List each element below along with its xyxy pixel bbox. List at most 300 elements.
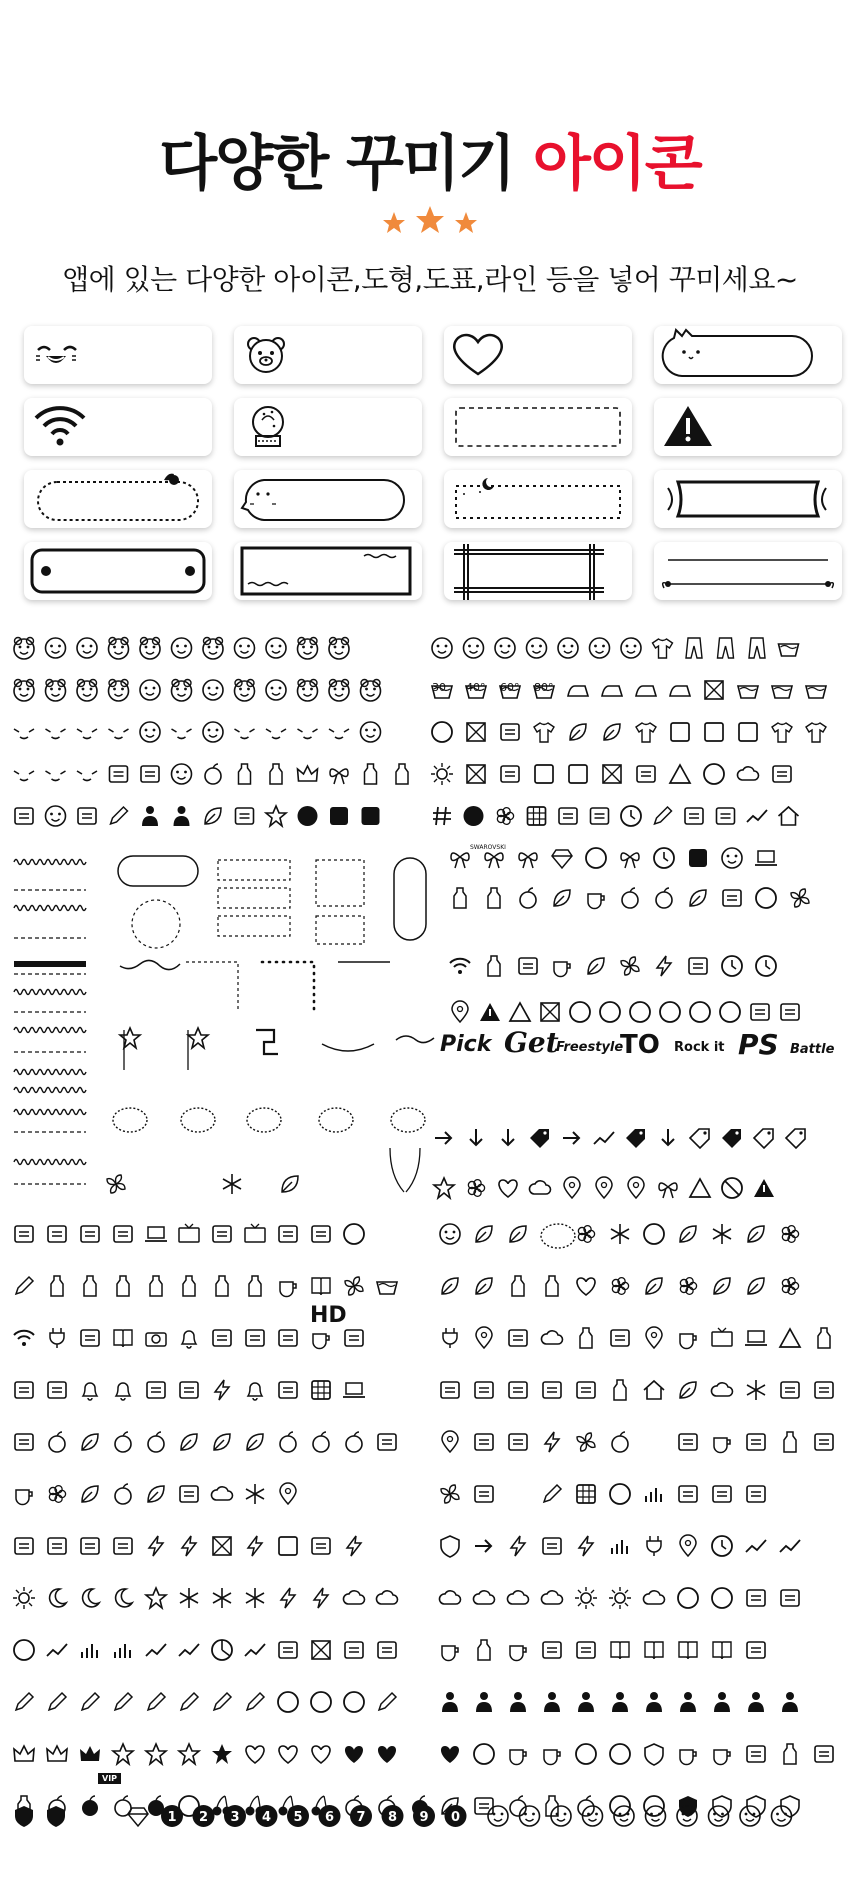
- cloud-icon: [711, 1383, 732, 1396]
- book-icon: [611, 1642, 629, 1659]
- square-icon: [577, 1485, 595, 1503]
- eye-icon: [365, 688, 368, 691]
- square-filled-icon: [689, 849, 707, 867]
- fan-blade-icon: [577, 1437, 586, 1443]
- corner-frame-icon: [186, 962, 238, 1010]
- box-icon: [475, 1434, 493, 1450]
- box-lines-icon: [777, 772, 787, 776]
- wreath-icon: [247, 1108, 281, 1132]
- bell-icon: [248, 1383, 262, 1400]
- box-icon: [543, 1538, 561, 1554]
- flower-center-icon: [788, 1232, 792, 1236]
- person-head-icon: [548, 1692, 556, 1700]
- eye-icon: [145, 729, 148, 732]
- line-chart-icon: [179, 1644, 199, 1656]
- leaf-icon: [646, 1278, 662, 1294]
- star-icon: [266, 806, 286, 826]
- tag-icon: [690, 1129, 709, 1148]
- ribbon-icon: [330, 769, 348, 784]
- face-icon: [172, 681, 192, 701]
- eye-icon: [113, 646, 116, 649]
- hash-icon: [433, 807, 451, 825]
- box-lines-icon: [615, 1336, 625, 1340]
- box-lines-icon: [184, 1492, 194, 1496]
- box-lines-icon: [118, 1544, 128, 1548]
- circle-icon: [720, 1002, 740, 1022]
- bottle-icon: [150, 1276, 162, 1296]
- square-icon: [312, 1381, 330, 1399]
- star-filled-icon: [212, 1744, 232, 1764]
- number-badge-label: 1: [167, 1810, 177, 1825]
- mouth-icon: [304, 694, 312, 696]
- square-filled-icon: [330, 807, 348, 825]
- square-icon: [705, 723, 723, 741]
- bolt-icon: [545, 1432, 559, 1452]
- cup-icon: [280, 1282, 296, 1297]
- mouth-icon: [715, 1819, 723, 1821]
- title-main: 다양한 꾸미기: [159, 129, 514, 199]
- number-badge-label: 7: [356, 1810, 366, 1825]
- eye-icon: [247, 645, 250, 648]
- box-icon: [378, 1434, 396, 1450]
- face-icon: [140, 722, 160, 742]
- box-icon: [345, 1330, 363, 1346]
- wifi-icon: [450, 959, 470, 967]
- tag-hole-icon: [703, 1131, 706, 1134]
- heart-icon: [246, 1746, 264, 1763]
- face-icon: [203, 722, 223, 742]
- diamond-icon: [552, 850, 572, 868]
- number-badge-label: 2: [198, 1810, 209, 1825]
- home-icon: [779, 807, 799, 825]
- fruit-stem-icon: [57, 1432, 62, 1436]
- tag-filled-icon: [530, 1129, 549, 1148]
- bottle-icon: [365, 764, 377, 784]
- fruit-icon: [148, 1436, 164, 1452]
- bottle-icon: [117, 1276, 129, 1296]
- box-lines-icon: [581, 1388, 591, 1392]
- box-lines-icon: [19, 1388, 29, 1392]
- square-icon: [569, 765, 587, 783]
- crown-filled-icon: [80, 1746, 100, 1761]
- person-body-icon: [442, 1702, 458, 1712]
- cross-icon: [705, 681, 723, 699]
- box-lines-icon: [547, 1388, 557, 1392]
- fruit-stem-icon: [664, 888, 669, 892]
- eye-icon: [27, 688, 30, 691]
- pin-dot-icon: [602, 1183, 607, 1188]
- eye-icon: [776, 1813, 779, 1816]
- face-icon: [488, 1806, 508, 1826]
- fruit-stem-icon: [630, 888, 635, 892]
- fruit-stem-icon: [387, 1796, 392, 1800]
- fan-blade-icon: [111, 1184, 117, 1193]
- box-icon: [543, 1382, 561, 1398]
- cup-icon: [442, 1646, 458, 1661]
- bar-chart-icon: [612, 1540, 627, 1554]
- pencil-icon: [16, 1277, 33, 1294]
- vine-icon: [396, 1036, 434, 1043]
- mouth-icon: [115, 694, 123, 696]
- eye-icon: [713, 1813, 716, 1816]
- ban-slash-icon: [725, 1181, 739, 1195]
- star-icon: [146, 1588, 166, 1608]
- box-lines-icon: [349, 1336, 359, 1340]
- face-icon: [298, 639, 318, 659]
- eye-icon: [650, 1813, 653, 1816]
- bear-tag-icon: [394, 858, 426, 940]
- leaf-icon: [510, 1226, 526, 1242]
- box-icon: [15, 1434, 33, 1450]
- snowflake-icon: [180, 1588, 198, 1608]
- tag-filled-icon: [722, 1129, 741, 1148]
- wave-line-icon: [14, 990, 86, 995]
- box-icon: [815, 1382, 833, 1398]
- shirt-icon: [534, 723, 554, 742]
- cherry-icon: [246, 1807, 255, 1816]
- box-icon: [519, 958, 537, 974]
- fruit-stem-icon: [156, 1432, 161, 1436]
- box-icon: [591, 808, 609, 824]
- mouth-icon: [438, 651, 446, 653]
- face-icon: [140, 680, 160, 700]
- eye-icon: [279, 687, 282, 690]
- cup-icon: [680, 1750, 696, 1765]
- bottle-icon: [249, 1276, 261, 1296]
- box-lines-icon: [52, 1232, 62, 1236]
- star-icon: [434, 1178, 454, 1198]
- tag-hole-icon: [639, 1131, 642, 1134]
- eye-icon: [594, 645, 597, 648]
- cloud-icon: [737, 767, 758, 780]
- flower-center-icon: [55, 1492, 59, 1496]
- cherry-stem-icon: [316, 1796, 326, 1807]
- box-lines-icon: [52, 1388, 62, 1392]
- bottle-icon: [580, 1328, 592, 1348]
- bottle-icon: [183, 1276, 195, 1296]
- box-icon: [279, 1226, 297, 1242]
- box-lines-icon: [250, 1336, 260, 1340]
- fan-blade-icon: [791, 893, 800, 899]
- fruit-filled-icon: [82, 1800, 98, 1816]
- box-lines-icon: [114, 772, 124, 776]
- fruit-icon: [313, 1436, 329, 1452]
- pencil-icon: [247, 1693, 264, 1710]
- pin-dot-icon: [570, 1183, 575, 1188]
- ribbon-icon: [519, 853, 537, 868]
- box-lines-icon: [382, 1648, 392, 1652]
- box-icon: [15, 1538, 33, 1554]
- pencil-icon: [111, 807, 128, 824]
- box-lines-icon: [85, 1544, 95, 1548]
- box-lines-icon: [316, 1544, 326, 1548]
- box-icon: [441, 1382, 459, 1398]
- eye-icon: [50, 645, 53, 648]
- circle-icon: [311, 1692, 331, 1712]
- divider-line-icon: [124, 1030, 188, 1070]
- leaf-icon: [680, 1226, 696, 1242]
- warning-mark-icon: [763, 1185, 765, 1192]
- eye-icon: [216, 687, 219, 690]
- sun-rays-icon: [13, 1587, 35, 1609]
- crown-icon: [47, 1746, 67, 1761]
- box-icon: [509, 1330, 527, 1346]
- box-icon: [751, 1004, 769, 1020]
- eye-icon: [184, 688, 187, 691]
- mouth-icon: [652, 1819, 660, 1821]
- leaf-icon: [554, 890, 570, 906]
- mouth-icon: [83, 694, 91, 696]
- circle-filled-icon: [464, 806, 484, 826]
- line-chart-icon: [746, 1540, 766, 1552]
- pencil-icon: [49, 1693, 66, 1710]
- circle-icon: [570, 1002, 590, 1022]
- box-icon: [246, 1330, 264, 1346]
- eye-icon: [373, 729, 376, 732]
- arrow-down-icon: [662, 1129, 674, 1145]
- bottle-icon: [546, 1276, 558, 1296]
- box-lines-icon: [118, 1232, 128, 1236]
- sun-icon: [615, 1593, 625, 1603]
- book-icon: [114, 1330, 132, 1347]
- eye-icon: [239, 645, 242, 648]
- box-icon: [48, 1226, 66, 1242]
- leaf-icon: [181, 1434, 197, 1450]
- arrow-down-icon: [502, 1129, 514, 1145]
- wifi-dot-icon: [458, 970, 462, 974]
- mouth-icon: [335, 652, 343, 654]
- cherry-stem-icon: [283, 1796, 293, 1807]
- circle-filled-icon: [298, 806, 318, 826]
- box-icon: [110, 766, 128, 782]
- face-icon: [77, 681, 97, 701]
- box-icon: [577, 1642, 595, 1658]
- box-lines-icon: [563, 814, 573, 818]
- circle-icon: [610, 1744, 630, 1764]
- mouth-icon: [83, 651, 91, 653]
- box-icon: [279, 1642, 297, 1658]
- bottle-icon: [614, 1380, 626, 1400]
- warning-mark-icon: [489, 1009, 491, 1016]
- eye-icon: [682, 1813, 685, 1816]
- box-lines-icon: [85, 1232, 95, 1236]
- eye-icon: [279, 645, 282, 648]
- cloud-icon: [343, 1591, 364, 1604]
- box-lines-icon: [785, 1596, 795, 1600]
- bar-chart-icon: [115, 1644, 130, 1658]
- number-badge-label: 9: [419, 1810, 429, 1825]
- pants-icon: [718, 638, 734, 658]
- crown-icon: [14, 1746, 34, 1761]
- eye-icon: [721, 1813, 724, 1816]
- shield-icon: [441, 1536, 459, 1557]
- fruit-stem-icon: [57, 1796, 62, 1800]
- box-lines-icon: [785, 1388, 795, 1392]
- person-head-icon: [146, 806, 154, 814]
- fan-blade-icon: [450, 1494, 459, 1500]
- box-lines-icon: [184, 1388, 194, 1392]
- eye-icon: [153, 687, 156, 690]
- person-body-icon: [680, 1702, 696, 1712]
- crown-icon: [298, 766, 318, 781]
- leaf-icon: [714, 1278, 730, 1294]
- dashed-square-icon: [316, 916, 364, 944]
- kaomoji-icon: [266, 729, 286, 739]
- face-icon: [558, 638, 578, 658]
- fan-blade-icon: [349, 1286, 355, 1295]
- fruit-stem-icon: [354, 1796, 359, 1800]
- wreath-icon: [541, 1224, 575, 1248]
- person-body-icon: [612, 1702, 628, 1712]
- box-icon: [15, 1226, 33, 1242]
- iron-icon: [602, 686, 622, 696]
- mouth-icon: [589, 1819, 597, 1821]
- grid-icon: [312, 1381, 330, 1399]
- box-icon: [213, 1226, 231, 1242]
- eye-icon: [19, 688, 22, 691]
- fruit-stem-icon: [213, 764, 218, 768]
- mouth-icon: [146, 735, 154, 737]
- wave-line-icon: [14, 860, 86, 865]
- cup-icon: [588, 894, 604, 909]
- eye-icon: [216, 729, 219, 732]
- face-icon: [235, 681, 255, 701]
- clock-hands-icon: [766, 960, 770, 969]
- eye-icon: [90, 688, 93, 691]
- flower-center-icon: [618, 1284, 622, 1288]
- pencil-icon: [181, 1693, 198, 1710]
- person-body-icon: [748, 1702, 764, 1712]
- fruit-icon: [115, 1488, 131, 1504]
- bolt-icon: [215, 1380, 229, 1400]
- box-icon: [713, 1486, 731, 1502]
- heart-icon: [577, 1278, 595, 1295]
- box-icon: [501, 766, 519, 782]
- circle-icon: [344, 1692, 364, 1712]
- cloud-icon: [439, 1591, 460, 1604]
- eye-icon: [153, 729, 156, 732]
- face-icon: [621, 638, 641, 658]
- tag-hole-icon: [735, 1131, 738, 1134]
- mouth-icon: [501, 651, 509, 653]
- dashed-rect-icon: [218, 860, 290, 880]
- wavy-frame-icon: [120, 960, 180, 969]
- box-icon: [679, 1434, 697, 1450]
- eye-icon: [532, 1813, 535, 1816]
- box-icon: [689, 958, 707, 974]
- shirt-icon: [636, 723, 656, 742]
- box-lines-icon: [445, 1388, 455, 1392]
- water-icon: [808, 688, 824, 691]
- eye-icon: [690, 1813, 693, 1816]
- bottle-icon: [784, 1432, 796, 1452]
- pants-icon: [749, 638, 765, 658]
- leaf-icon: [82, 1486, 98, 1502]
- garland-icon: [322, 1044, 374, 1051]
- snowflake-icon: [223, 1174, 241, 1194]
- leaf-icon: [748, 1278, 764, 1294]
- line-chart-icon: [594, 1132, 614, 1144]
- face-icon: [172, 764, 192, 784]
- cloud-icon: [529, 1181, 550, 1194]
- box-icon: [114, 1226, 132, 1242]
- box-lines-icon: [819, 1440, 829, 1444]
- square-icon: [528, 807, 546, 825]
- cloud-icon: [376, 1591, 397, 1604]
- fan-blade-icon: [354, 1286, 363, 1292]
- eye-icon: [735, 855, 738, 858]
- dashed-rect-icon: [218, 916, 290, 936]
- mouth-icon: [446, 1237, 454, 1239]
- sun-icon: [437, 769, 447, 779]
- bolt-icon: [347, 1536, 361, 1556]
- book-icon: [645, 1642, 663, 1659]
- eye-icon: [587, 1813, 590, 1816]
- box-icon: [48, 1538, 66, 1554]
- wave-line-icon: [14, 906, 86, 911]
- bolt-icon: [149, 1536, 163, 1556]
- cup-icon: [554, 962, 570, 977]
- pants-icon: [686, 638, 702, 658]
- grid-icon: [528, 807, 546, 825]
- person-head-icon: [480, 1692, 488, 1700]
- mouth-icon: [115, 652, 123, 654]
- pin-dot-icon: [286, 1489, 291, 1494]
- eye-icon: [531, 645, 534, 648]
- box-lines-icon: [283, 1232, 293, 1236]
- person-head-icon: [582, 1692, 590, 1700]
- eye-icon: [239, 688, 242, 691]
- leaf-icon: [442, 1278, 458, 1294]
- circle-icon: [660, 1002, 680, 1022]
- bottle-icon: [454, 888, 466, 908]
- eye-icon: [342, 646, 345, 649]
- tv-icon: [179, 1228, 199, 1242]
- wreath-icon: [319, 1108, 353, 1132]
- kaomoji-icon: [14, 771, 34, 781]
- cloud-icon: [507, 1591, 528, 1604]
- box-lines-icon: [595, 814, 605, 818]
- mouth-icon: [728, 861, 736, 863]
- circle-icon: [344, 1224, 364, 1244]
- fruit-stem-icon: [123, 1484, 128, 1488]
- circle-icon: [610, 1484, 630, 1504]
- star-icon: [146, 1744, 166, 1764]
- box-lines-icon: [479, 1804, 489, 1808]
- wave-line-icon: [14, 1070, 86, 1075]
- mouth-icon: [20, 652, 28, 654]
- eye-icon: [453, 1231, 456, 1234]
- box-icon: [747, 1590, 765, 1606]
- wash-label-60: 60°: [500, 681, 520, 694]
- square-icon: [739, 723, 757, 741]
- box-lines-icon: [19, 1544, 29, 1548]
- snowflake-icon: [246, 1588, 264, 1608]
- fan-blade-icon: [621, 961, 630, 967]
- cloud-icon: [541, 1591, 562, 1604]
- pin-dot-icon: [448, 1437, 453, 1442]
- fruit-stem-icon: [156, 1796, 161, 1800]
- box-lines-icon: [547, 1648, 557, 1652]
- shirt-icon: [806, 723, 826, 742]
- box-lines-icon: [751, 1440, 761, 1444]
- face-icon: [329, 681, 349, 701]
- box-icon: [747, 1486, 765, 1502]
- kaomoji-icon: [46, 729, 66, 739]
- greek-key-icon: [256, 1030, 278, 1054]
- box-icon: [15, 1382, 33, 1398]
- cup-icon: [714, 1438, 730, 1453]
